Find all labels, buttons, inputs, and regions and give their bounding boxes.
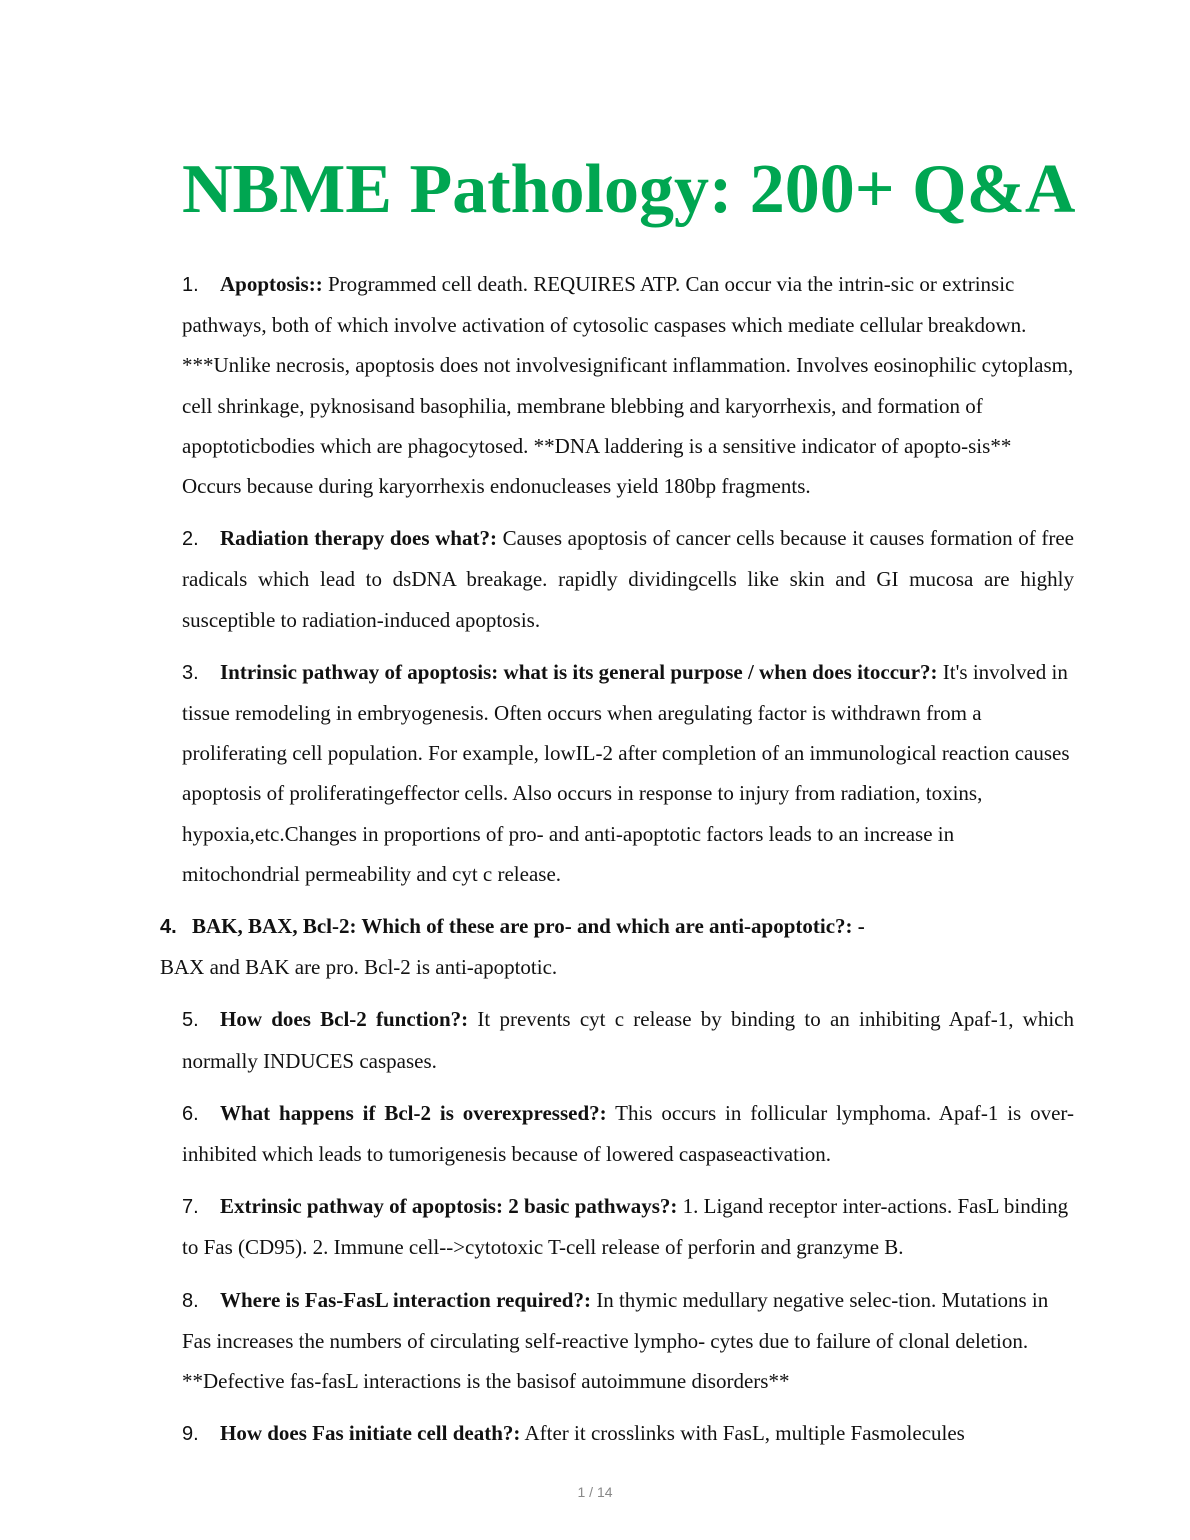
qa-item-6 xyxy=(0,1093,1190,1174)
qa-item-3 xyxy=(0,652,1190,894)
qa-item-7 xyxy=(0,1186,1190,1267)
item-answer: In thymic medullary negative selec-tion. Mutations in Fas increases the numbers of circulating self-reactive lympho- cytes due to failure of clonal deletion. **Defective fas-fasL interactions is the basisof autoimmune disorders** xyxy=(182,1287,1049,1394)
item-answer: After it crosslinks with FasL, multiple Fasmolecules xyxy=(520,1421,965,1446)
item-question: How does Bcl-2 function?: xyxy=(220,1007,469,1032)
item-question: Apoptosis:: xyxy=(220,272,323,296)
item-question: Radiation therapy does what?: xyxy=(220,526,497,551)
item-number: 8. xyxy=(182,1289,199,1312)
item-answer: This occurs in follicular lymphoma. Apaf-1 is over-inhibited which leads to tumorigenesis because of lowered caspaseactivation. xyxy=(182,1100,1074,1167)
qa-item-4 xyxy=(0,906,1190,987)
qa-item-8 xyxy=(0,1280,1190,1402)
qa-item-1 xyxy=(0,264,1190,506)
item-question: Extrinsic pathway of apoptosis: 2 basic pathways?: xyxy=(220,1194,678,1219)
document-title: NBME Pathology: 200+ Q&A xyxy=(182,151,1076,228)
item-number: 9. xyxy=(182,1423,199,1446)
item-number: 7. xyxy=(182,1196,199,1219)
page-indicator: 1 / 14 xyxy=(577,1484,613,1500)
item-answer: BAX and BAK are pro. Bcl-2 is anti-apoptotic. xyxy=(160,955,558,980)
qa-item-5 xyxy=(0,999,1190,1080)
qa-item-9 xyxy=(0,1413,1190,1454)
item-answer: 1. Ligand receptor inter-actions. FasL binding to Fas (CD95). 2. Immune cell-->cytotoxic T-cell release of perforin and granzyme B. xyxy=(182,1194,1069,1260)
item-number: 5. xyxy=(182,1009,199,1032)
item-number: 3. xyxy=(182,661,199,684)
item-number: 4. xyxy=(160,916,177,939)
item-answer: It's involved in tissue remodeling in embryogenesis. Often occurs when aregulating factor is withdrawn from a proliferating cell population. For example, lowIL-2 after completion of an immunological reaction causes apoptosis of proliferatingeffector cells. Also occurs in response to injury from radiation, toxins, hypoxia,etc.Changes in proportions of pro- and anti-apoptotic factors leads to an increase in mitochondrial permeability and cyt c release. xyxy=(182,659,1070,886)
item-question: How does Fas initiate cell death?: xyxy=(220,1421,521,1446)
item-answer: Programmed cell death. REQUIRES ATP. Can occur via the intrin-sic or extrinsic pathways, both of which involve activation of cytosolic caspases which mediate cellular breakdown. ***Unlike necrosis, apoptosis does not involvesignificant inflammation. Involves eosinophilic cytoplasm, cell shrinkage, pyknosisand basophilia, membrane blebbing and karyorrhexis, and formation of apoptoticbodies which are phagocytosed. **DNA laddering is a sensitive indicator of apopto-sis** Occurs because during karyorrhexis endonucleases yield 180bp fragments. xyxy=(182,272,1074,499)
item-answer: It prevents cyt c release by binding to an inhibiting Apaf-1, which normally INDUCES caspases. xyxy=(182,1007,1074,1073)
item-number: 1. xyxy=(182,274,199,296)
item-question: What happens if Bcl-2 is overexpressed?: xyxy=(220,1100,607,1125)
item-number: 2. xyxy=(182,528,199,551)
item-number: 6. xyxy=(182,1102,199,1125)
item-question: Where is Fas-FasL interaction required?: xyxy=(220,1287,591,1312)
item-question: Intrinsic pathway of apoptosis: what is its general purpose / when does itoccur?: xyxy=(220,659,938,684)
qa-list xyxy=(0,264,1190,1466)
item-question: BAK, BAX, Bcl-2: Which of these are pro- and which are anti-apoptotic?: - xyxy=(192,914,865,939)
qa-item-2 xyxy=(0,518,1190,640)
item-answer: Causes apoptosis of cancer cells because it causes formation of free radicals which lead to dsDNA breakage. rapidly dividingcells like skin and GI mucosa are highly susceptible to radiation-induced apoptosis. xyxy=(182,526,1074,632)
